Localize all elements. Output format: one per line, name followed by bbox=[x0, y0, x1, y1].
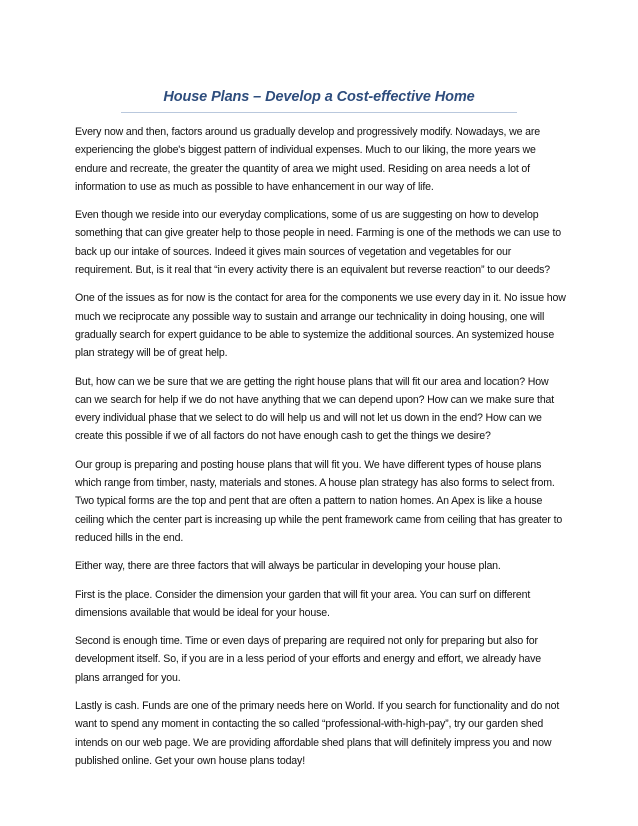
paragraph-2: Even though we reside into our everyday complications, some of us are suggesting on how to develop something that can give greater help to those people in need. Farming is one of the methods we can use to back up our intake of sources. Indeed it gives main sources of vegetation and vegetables for our requirement. But, is it real that “in every activity there is an equivalent but reverse reaction” to our deeds? bbox=[75, 209, 562, 277]
paragraph-6: Either way, there are three factors that will always be particular in developing your house plan. bbox=[75, 560, 501, 573]
document-title: House Plans – Develop a Cost-effective Home bbox=[163, 89, 475, 105]
document-body bbox=[75, 123, 567, 780]
paragraph-9: Lastly is cash. Funds are one of the primary needs here on World. If you search for functionality and do not want to spend any moment in contacting the so called “professional-with-high-pay”, try our garden shed intends on our web page. We are providing affordable shed plans that will definitely impress you and now published online. Get your own house plans today! bbox=[75, 700, 560, 767]
title-underline bbox=[121, 112, 517, 113]
paragraph-8: Second is enough time. Time or even days of preparing are required not only for preparing but also for development itself. So, if you are in a less period of your efforts and energy and effort, we already have plans arranged for you. bbox=[75, 635, 542, 684]
paragraph-7: First is the place. Consider the dimension your garden that will fit your area. You can surf on different dimensions available that would be ideal for your house. bbox=[75, 588, 531, 619]
paragraph-1: Every now and then, factors around us gradually develop and progressively modify. Nowadays, we are experiencing the globe's biggest pattern of individual expenses. Much to our liking, the more years we endure and recreate, the greater the quantity of area we might used. Residing on area needs a lot of information to use as much as possible to have enhancement in our way of life. bbox=[75, 126, 541, 193]
paragraph-3: One of the issues as for now is the contact for area for the components we use every day in it. No issue how much we reciprocate any possible way to sustain and arrange our technicality in doing housing, one will gradually search for expert guidance to be able to systemize the additional sources. An systemized house plan strategy will be of great help. bbox=[75, 292, 566, 360]
paragraph-5: Our group is preparing and posting house plans that will fit you. We have different types of house plans which range from timber, nasty, materials and stones. A house plan strategy has also forms to select from. Two typical forms are the top and pent that are often a pattern to nation homes. An Apex is like a house ceiling which the center part is increasing up while the pent framework came from ceiling that has greater to reduced hills in the end. bbox=[75, 458, 563, 544]
paragraph-4: But, how can we be sure that we are getting the right house plans that will fit our area and location? How can we search for help if we do not have anything that we can depend upon? How can we make sure that every individual phase that we select to do will help us and will not let us down in the end? How can we create this possible if we of all factors do not have enough cash to get the things we desire? bbox=[75, 375, 555, 443]
title-container bbox=[121, 86, 517, 108]
